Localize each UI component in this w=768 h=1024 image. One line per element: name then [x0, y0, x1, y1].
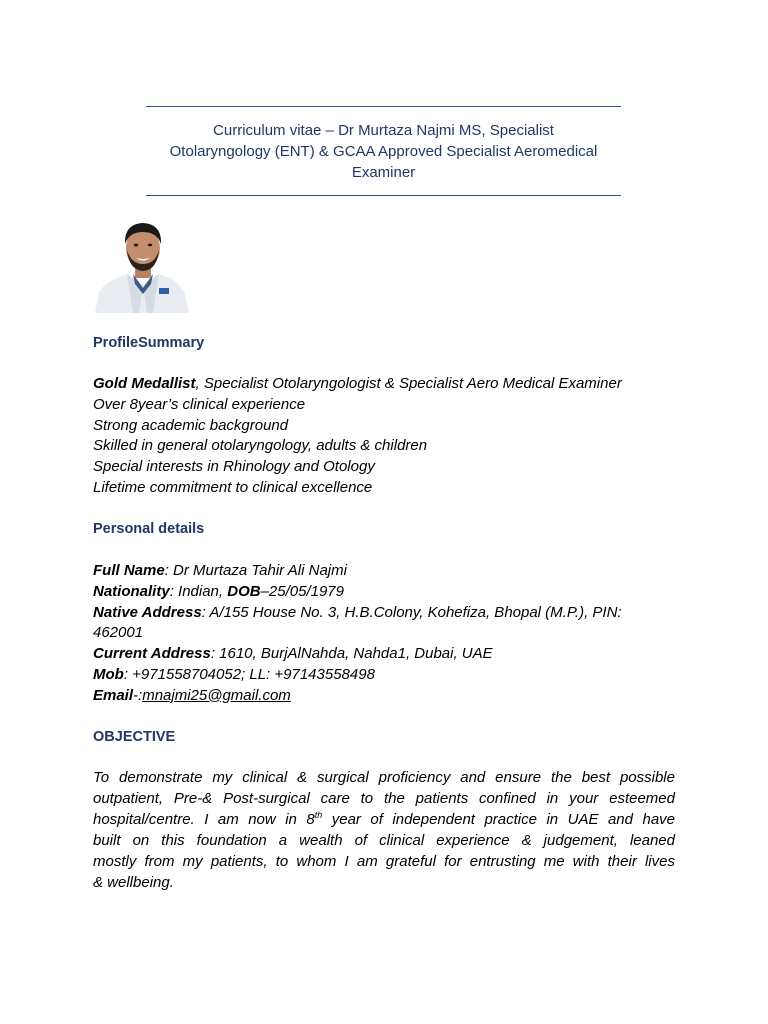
ordinal-suffix: th: [314, 809, 323, 820]
mobile-label: Mob: [93, 665, 124, 683]
mobile-value: : +971558704052; LL: +97143558498: [123, 665, 375, 683]
objective-line: mostly from my patients, to whom I am grateful for entrusting me with their lives: [93, 852, 675, 870]
title-line-1: Curriculum vitae – Dr Murtaza Najmi MS, Specialist: [213, 122, 554, 139]
nationality-value: : Indian,: [169, 582, 228, 600]
email-link[interactable]: mnajmi25@gmail.com: [142, 686, 291, 704]
objective-heading: OBJECTIVE: [93, 729, 176, 745]
objective-line: To demonstrate my clinical & surgical proficiency and ensure the best possible: [93, 769, 675, 786]
email-row: [93, 686, 683, 707]
gold-medallist-label: Gold Medallist: [93, 375, 196, 392]
nationality-row: [93, 582, 683, 603]
nationality-label: Nationality: [93, 582, 170, 600]
email-separator: -:: [133, 686, 143, 704]
profile-summary-item: Lifetime commitment to clinical excellence: [93, 478, 373, 496]
profile-summary-item: Skilled in general otolaryngology, adults & children: [93, 437, 428, 455]
native-address-label: Native Address: [93, 603, 202, 621]
objective-line-3b: year of independent practice in UAE and have: [322, 810, 676, 828]
profile-summary-list: [93, 374, 683, 499]
current-address-value: : 1610, BurjAlNahda, Nahda1, Dubai, UAE: [210, 645, 493, 663]
personal-details-heading: Personal details: [93, 521, 205, 537]
native-address-value: : A/155 House No. 3, H.B.Colony, Kohefiza, Bhopal (M.P.), PIN:: [201, 603, 622, 621]
email-label: Email: [93, 686, 134, 704]
native-address-row: [93, 603, 683, 624]
objective-paragraph: [93, 768, 675, 893]
profile-photo: [93, 214, 191, 313]
title-line-2: Otolaryngology (ENT) & GCAA Approved Specialist Aeromedical: [169, 143, 598, 160]
doctor-portrait-icon: [93, 214, 191, 313]
objective-line: built on this foundation a wealth of clinical experience & judgement, leaned: [93, 831, 675, 849]
objective-line: & wellbeing.: [93, 873, 174, 891]
current-address-row: [93, 644, 683, 665]
full-name-value: : Dr Murtaza Tahir Ali Najmi: [164, 562, 347, 579]
document-title: [146, 106, 621, 196]
profile-summary-item: Special interests in Rhinology and Otology: [93, 458, 375, 476]
profile-summary-item: Over 8year’s clinical experience: [93, 395, 306, 413]
native-address-pin: 462001: [93, 624, 144, 642]
full-name-row: [93, 561, 683, 582]
objective-line-3a: hospital/centre. I am now in 8: [93, 810, 315, 828]
profile-summary-item: [93, 374, 683, 395]
profile-summary-heading: ProfileSummary: [93, 335, 205, 351]
objective-line: [93, 810, 675, 831]
dob-label: DOB: [227, 582, 261, 600]
dob-value: –25/05/1979: [260, 582, 344, 600]
profile-summary-item: Strong academic background: [93, 416, 289, 434]
title-line-3: Examiner: [351, 164, 416, 181]
current-address-label: Current Address: [93, 645, 211, 663]
profile-summary-first-rest: , Specialist Otolaryngologist & Specialist Aero Medical Examiner: [195, 375, 622, 392]
full-name-label: Full Name: [93, 562, 165, 579]
mobile-row: [93, 665, 683, 686]
objective-line: outpatient, Pre-& Post-surgical care to the patients confined in your esteemed: [93, 789, 675, 807]
personal-details-list: [93, 561, 683, 707]
